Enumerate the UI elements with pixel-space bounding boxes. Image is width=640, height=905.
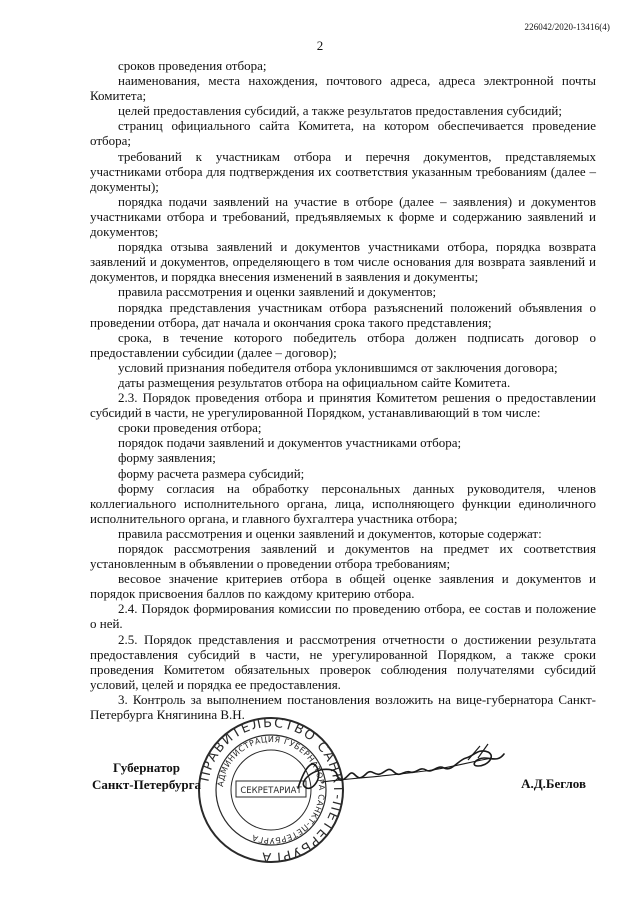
seal-inner-text: АДМИНИСТРАЦИЯ ГУБЕРНАТОРА САНКТ-ПЕТЕРБУРГА: [216, 734, 327, 846]
paragraph: правила рассмотрения и оценки заявлений и документов;: [118, 284, 437, 300]
paragraph: порядок рассмотрения заявлений и документов на предмет их соответствия установленным в объявлении о проведении отбора требованиям;: [90, 541, 596, 572]
paragraph: 2.4. Порядок формирования комиссии по проведению отбора, ее состав и положение о ней.: [90, 601, 596, 632]
signatory-title-line1: Губернатор: [112, 760, 181, 775]
paragraph: порядка представления участникам отбора разъяснений положений объявления о проведении отбора, дат начала и окончания срока такого представления;: [90, 299, 596, 330]
signatory-title: [92, 759, 201, 793]
document-number: 226042/2020-13416(4): [524, 22, 610, 32]
paragraph: весовое значение критериев отбора в общей оценке заявления и документов и порядок присвоения баллов по каждому критерию отбора.: [90, 571, 596, 602]
paragraph: правила рассмотрения и оценки заявлений и документов, которые содержат:: [118, 525, 542, 541]
paragraph: сроков проведения отбора;: [118, 58, 267, 73]
paragraph: целей предоставления субсидий, а также результатов предоставления субсидий;: [118, 103, 562, 119]
paragraph: страниц официального сайта Комитета, на котором обеспечивается проведение отбора;: [90, 118, 596, 149]
page-number: 2: [316, 38, 324, 53]
document-body: [90, 58, 596, 722]
paragraph: требований к участникам отбора и перечня документов, представляемых участниками отбора для подтверждения их соответствия указанным требованиям (далее – документы);: [90, 148, 596, 194]
paragraph: условий признания победителя отбора уклонившимся от заключения договора;: [118, 359, 558, 375]
paragraph: форму согласия на обработку персональных данных руководителя, членов коллегиального исполнительного органа, лица, исполняющего функции единоличного исполнительного органа, и главного бухгалтера участника отбора;: [90, 480, 596, 526]
paragraph: порядка подачи заявлений на участие в отборе (далее – заявления) и документов участниками отбора и требований, предъявляемых к форме и содержанию заявлений и документов;: [90, 193, 596, 240]
signatory-name: А.Д.Беглов: [521, 776, 586, 791]
paragraph: форму заявления;: [118, 450, 216, 466]
paragraph: 2.5. Порядок представления и рассмотрения отчетности о достижении результата предоставления субсидий в части, не урегулированной Порядком, а также сроки проведения Комитетом обязательных проверок соблюдения получателями субсидий условий, целей и порядка ее предоставления.: [90, 631, 596, 692]
paragraph: сроки проведения отбора;: [118, 420, 262, 436]
handwritten-signature: [292, 736, 512, 806]
paragraph: наименования, места нахождения, почтового адреса, адреса электронной почты Комитета;: [90, 73, 596, 104]
paragraph: порядка отзыва заявлений и документов участниками отбора, порядка возврата заявлений и документов, определяющего в том числе основания для возврата заявлений и документов, и порядка внесения изменений в заявления и документы;: [90, 239, 596, 285]
paragraph: 2.3. Порядок проведения отбора и принятия Комитетом решения о предоставлении субсидий в части, не урегулированной Порядком, устанавливающий в том числе:: [90, 390, 596, 421]
paragraph: 3. Контроль за выполнением постановления возложить на вице-губернатора Санкт-Петербурга Княгинина В.Н.: [90, 691, 596, 723]
paragraph: срока, в течение которого победитель отбора должен подписать договор о предоставлении субсидии (далее – договор);: [90, 329, 596, 360]
paragraph: форму расчета размера субсидий;: [118, 465, 305, 481]
seal-center-text: СЕКРЕТАРИАТ: [240, 786, 302, 796]
paragraph: порядок подачи заявлений и документов участниками отбора;: [118, 435, 462, 451]
signatory-title-line2: Санкт-Петербурга: [92, 777, 201, 792]
paragraph: даты размещения результатов отбора на официальном сайте Комитета.: [118, 374, 511, 390]
seal-outer-text: ПРАВИТЕЛЬСТВО САНКТ-ПЕТЕРБУРГА: [197, 715, 346, 865]
